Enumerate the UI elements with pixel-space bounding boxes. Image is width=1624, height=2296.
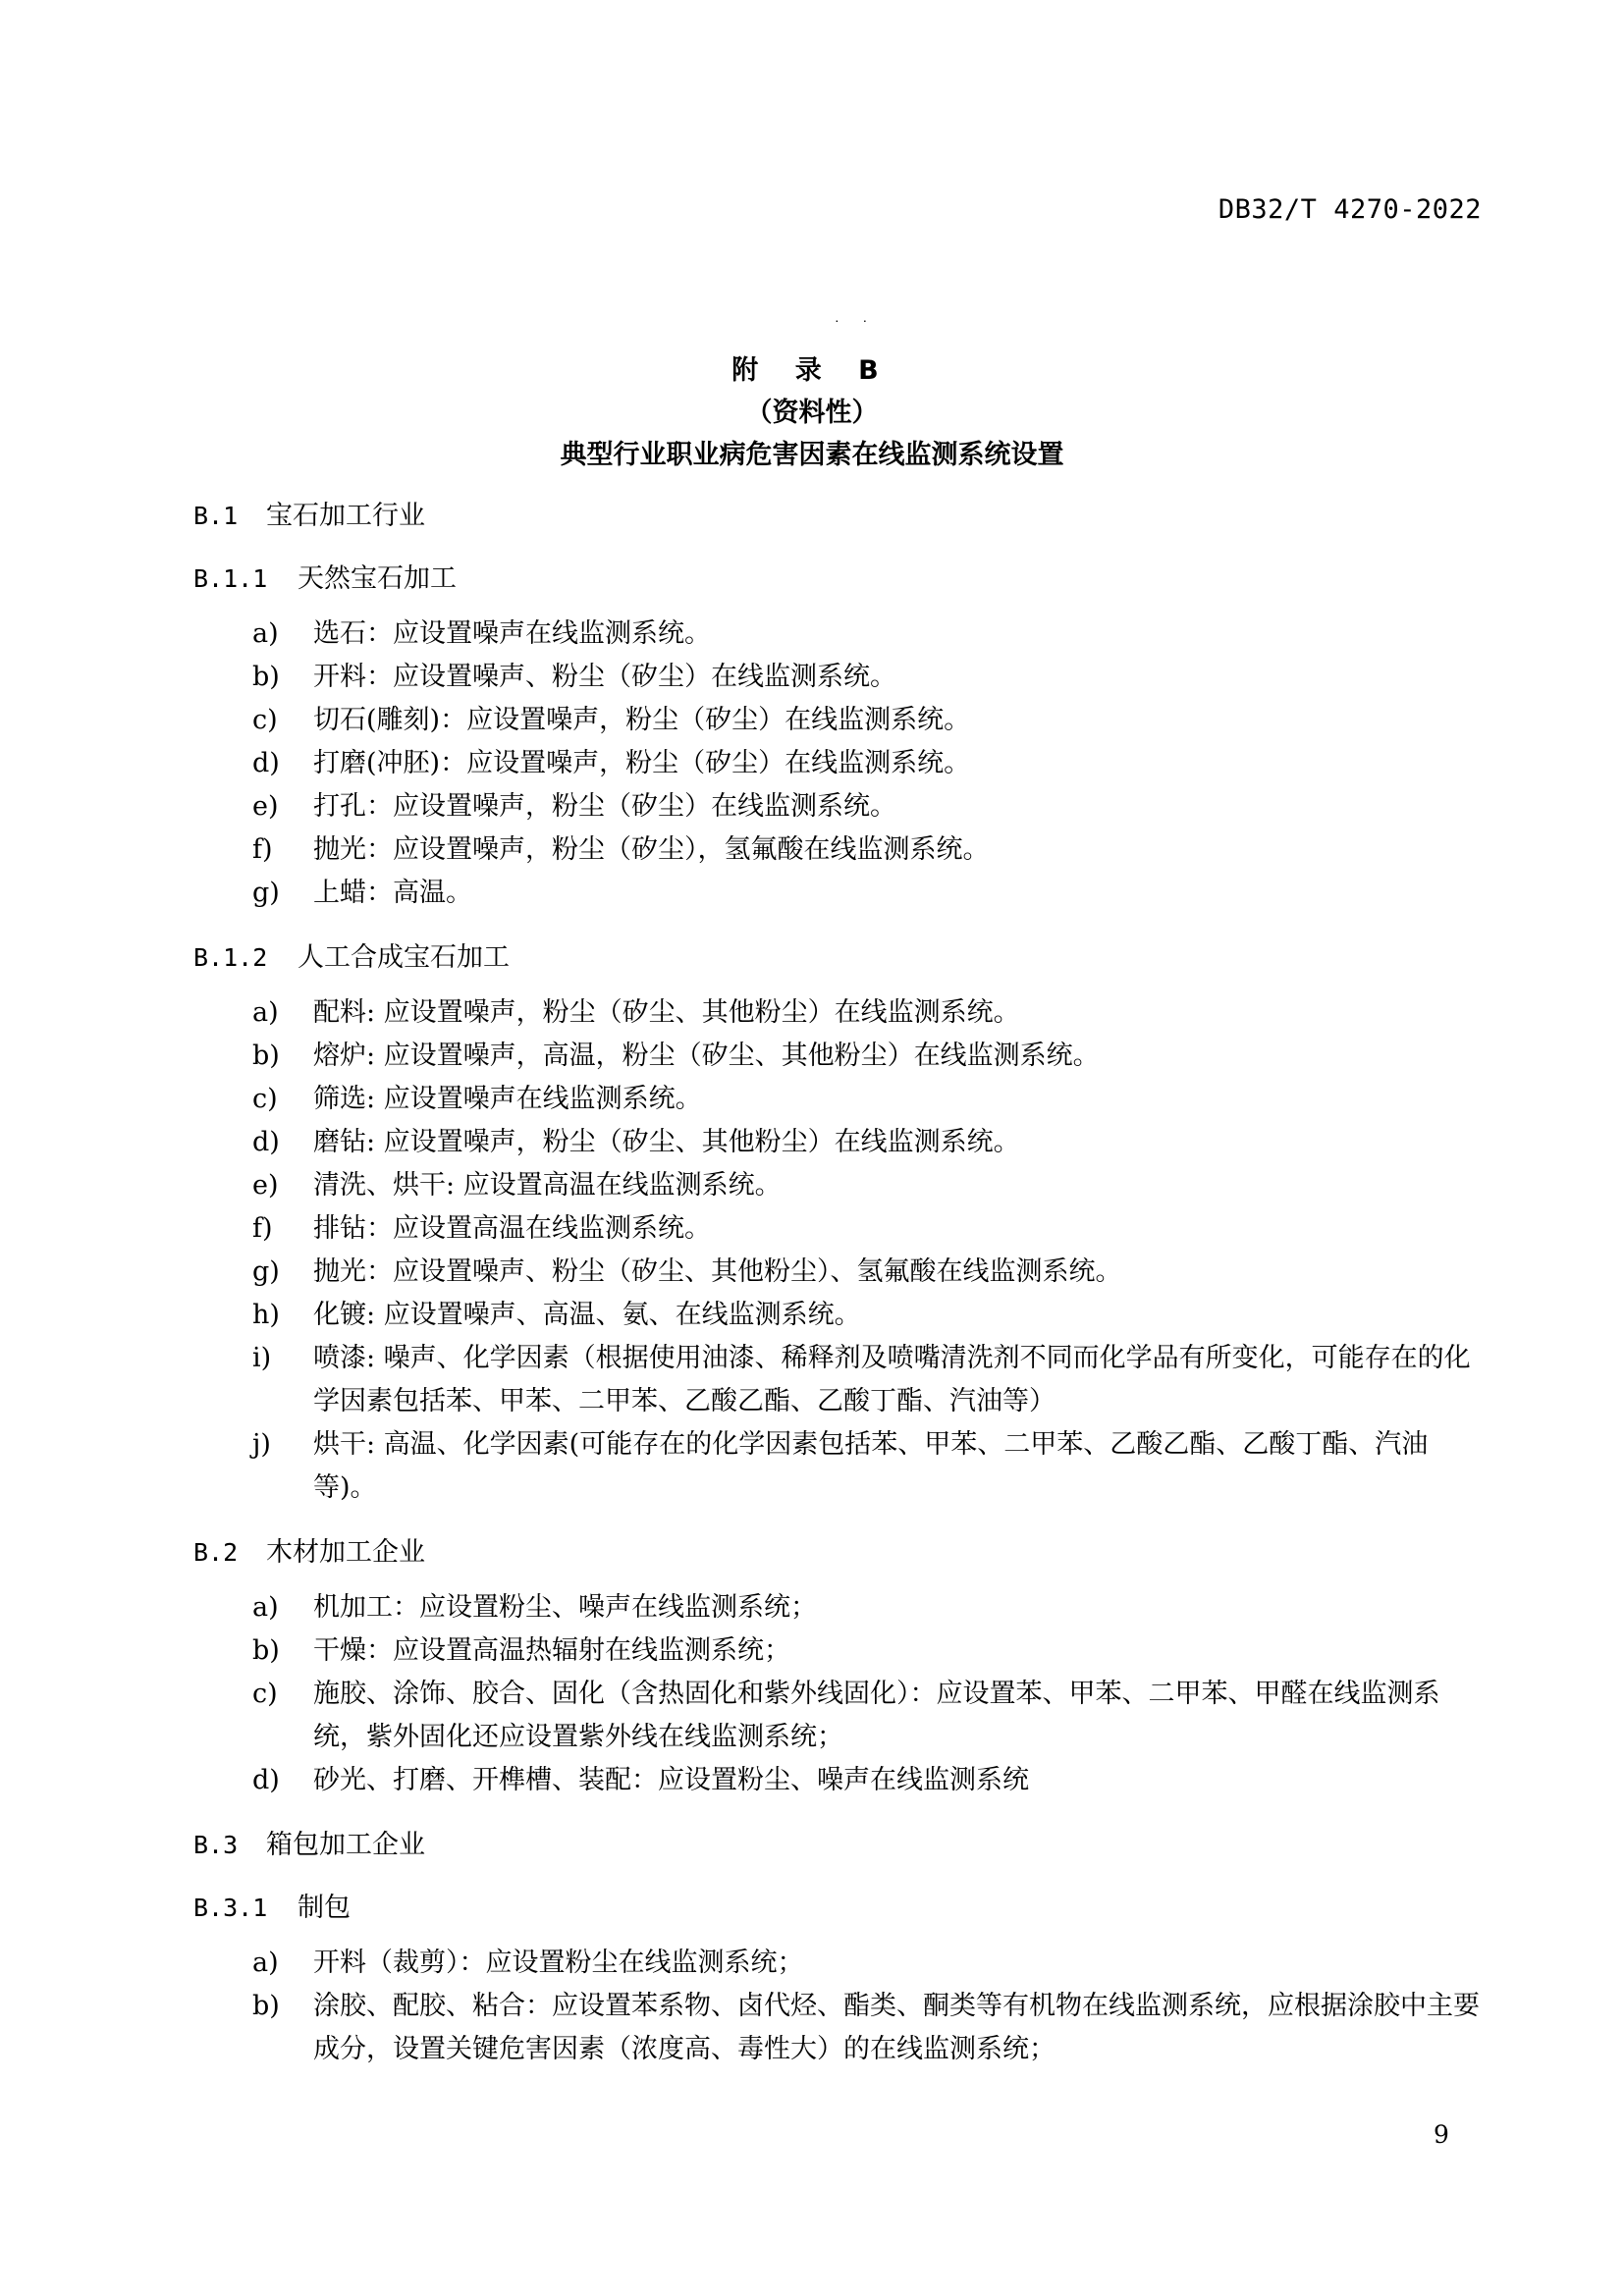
list-item-text: 喷漆: 噪声、化学因素（根据使用油漆、稀释剂及喷嘴清洗剂不同而化学品有所变化，可能存在的化学因素包括苯、甲苯、二甲苯、乙酸乙酯、乙酸丁酯、汽油等） <box>313 1343 1471 1416</box>
list-item-text: 配料: 应设置噪声，粉尘（矽尘、其他粉尘）在线监测系统。 <box>313 997 1020 1028</box>
list-item <box>193 1337 1485 1423</box>
appendix-subtitle: （资料性） <box>745 398 879 428</box>
list-item <box>193 1942 1485 1985</box>
section-number: B.3 <box>193 1831 239 1859</box>
item-list <box>193 1942 1485 2071</box>
list-item-marker: e) <box>252 791 279 822</box>
list-item-marker: j) <box>252 1429 271 1460</box>
list-item <box>193 1673 1485 1759</box>
section-title: 人工合成宝石加工 <box>298 942 510 973</box>
section-title: 木材加工企业 <box>266 1537 425 1568</box>
list-item-text: 筛选: 应设置噪声在线监测系统。 <box>313 1084 702 1114</box>
list-item <box>193 1629 1485 1673</box>
list-item-text: 打磨(冲胚)：应设置噪声，粉尘（矽尘）在线监测系统。 <box>313 748 971 778</box>
list-item <box>193 742 1485 785</box>
item-list <box>193 613 1485 915</box>
section-number: B.1.2 <box>193 943 268 972</box>
list-item-text: 抛光：应设置噪声、粉尘（矽尘、其他粉尘）、氢氟酸在线监测系统。 <box>313 1256 1122 1287</box>
list-item <box>193 1251 1485 1294</box>
document-id: DB32/T 4270-2022 <box>1218 194 1482 225</box>
list-item-text: 开料（裁剪）：应设置粉尘在线监测系统； <box>313 1948 804 1978</box>
list-item-text: 化镀: 应设置噪声、高温、氨、在线监测系统。 <box>313 1300 861 1330</box>
list-item-text: 干燥：应设置高温热辐射在线监测系统； <box>313 1635 790 1666</box>
list-item-text: 磨钻: 应设置噪声，粉尘（矽尘、其他粉尘）在线监测系统。 <box>313 1127 1020 1157</box>
section-heading <box>193 1826 1485 1865</box>
list-item-marker: c) <box>252 1084 278 1114</box>
list-item-text: 开料：应设置噪声、粉尘（矽尘）在线监测系统。 <box>313 662 896 692</box>
list-item <box>193 1423 1485 1510</box>
appendix-heading: 典型行业职业病危害因素在线监测系统设置 <box>560 440 1064 470</box>
list-item-marker: d) <box>252 1765 280 1795</box>
list-item-marker: f) <box>252 1213 273 1244</box>
list-item <box>193 1078 1485 1121</box>
item-list <box>193 991 1485 1510</box>
list-item-text: 抛光：应设置噪声，粉尘（矽尘），氢氟酸在线监测系统。 <box>313 834 990 865</box>
list-item-marker: b) <box>252 1041 280 1071</box>
list-item <box>193 872 1485 915</box>
list-item-marker: a) <box>252 1948 279 1978</box>
section-title: 制包 <box>298 1893 351 1923</box>
section-number: B.1 <box>193 502 239 530</box>
list-item-marker: i) <box>252 1343 272 1373</box>
list-item-text: 施胶、涂饰、胶合、固化（含热固化和紫外线固化）：应设置苯、甲苯、二甲苯、甲醛在线监测系统，紫外固化还应设置紫外线在线监测系统； <box>313 1679 1440 1752</box>
list-item-marker: a) <box>252 618 279 649</box>
section-number: B.3.1 <box>193 1894 268 1922</box>
section-title: 宝石加工行业 <box>266 501 425 531</box>
list-item-text: 砂光、打磨、开榫槽、装配：应设置粉尘、噪声在线监测系统 <box>313 1765 1029 1795</box>
list-item <box>193 613 1485 656</box>
section-heading <box>193 1889 1485 1928</box>
section-number: B.1.1 <box>193 564 268 593</box>
list-item <box>193 1207 1485 1251</box>
list-item-text: 烘干: 高温、化学因素(可能存在的化学因素包括苯、甲苯、二甲苯、乙酸乙酯、乙酸丁酯、汽油等)。 <box>313 1429 1429 1503</box>
list-item-text: 清洗、烘干: 应设置高温在线监测系统。 <box>313 1170 782 1201</box>
list-item-text: 排钻：应设置高温在线监测系统。 <box>313 1213 711 1244</box>
list-item <box>193 1985 1485 2071</box>
list-item <box>193 656 1485 699</box>
item-list <box>193 1586 1485 1802</box>
section-heading <box>193 560 1485 599</box>
list-item <box>193 1121 1485 1164</box>
list-item <box>193 1586 1485 1629</box>
list-item-text: 机加工：应设置粉尘、噪声在线监测系统； <box>313 1592 817 1623</box>
section-number: B.2 <box>193 1538 239 1567</box>
list-item-text: 选石：应设置噪声在线监测系统。 <box>313 618 711 649</box>
list-item <box>193 1035 1485 1078</box>
list-item <box>193 1294 1485 1337</box>
list-item <box>193 1759 1485 1802</box>
list-item-text: 打孔：应设置噪声，粉尘（矽尘）在线监测系统。 <box>313 791 896 822</box>
section-title: 箱包加工企业 <box>266 1830 425 1860</box>
list-item-marker: d) <box>252 1127 280 1157</box>
list-item-text: 熔炉: 应设置噪声，高温，粉尘（矽尘、其他粉尘）在线监测系统。 <box>313 1041 1100 1071</box>
appendix-title: 附 录 B <box>731 355 893 386</box>
list-item-marker: e) <box>252 1170 279 1201</box>
list-item <box>193 828 1485 872</box>
list-item-marker: h) <box>252 1300 280 1330</box>
list-item <box>193 699 1485 742</box>
list-item-text: 切石(雕刻)：应设置噪声，粉尘（矽尘）在线监测系统。 <box>313 705 971 735</box>
list-item-marker: b) <box>252 662 280 692</box>
list-item-text: 上蜡：高温。 <box>313 878 472 908</box>
decorative-dots: · · <box>835 312 878 328</box>
list-item-marker: f) <box>252 834 273 865</box>
list-item-marker: b) <box>252 1991 280 2021</box>
document-body <box>193 497 1485 2071</box>
list-item-marker: d) <box>252 748 280 778</box>
list-item-marker: g) <box>252 878 280 908</box>
page-number: 9 <box>1434 2120 1449 2149</box>
list-item-marker: b) <box>252 1635 280 1666</box>
section-heading <box>193 938 1485 978</box>
list-item <box>193 1164 1485 1207</box>
list-item <box>193 785 1485 828</box>
list-item-text: 涂胶、配胶、粘合：应设置苯系物、卤代烃、酯类、酮类等有机物在线监测系统，应根据涂胶中主要成分，设置关键危害因素（浓度高、毒性大）的在线监测系统； <box>313 1991 1480 2064</box>
list-item-marker: a) <box>252 1592 279 1623</box>
section-title: 天然宝石加工 <box>298 563 457 594</box>
list-item-marker: c) <box>252 1679 278 1709</box>
list-item-marker: a) <box>252 997 279 1028</box>
section-heading <box>193 1533 1485 1573</box>
list-item-marker: c) <box>252 705 278 735</box>
list-item-marker: g) <box>252 1256 280 1287</box>
list-item <box>193 991 1485 1035</box>
section-heading <box>193 497 1485 536</box>
